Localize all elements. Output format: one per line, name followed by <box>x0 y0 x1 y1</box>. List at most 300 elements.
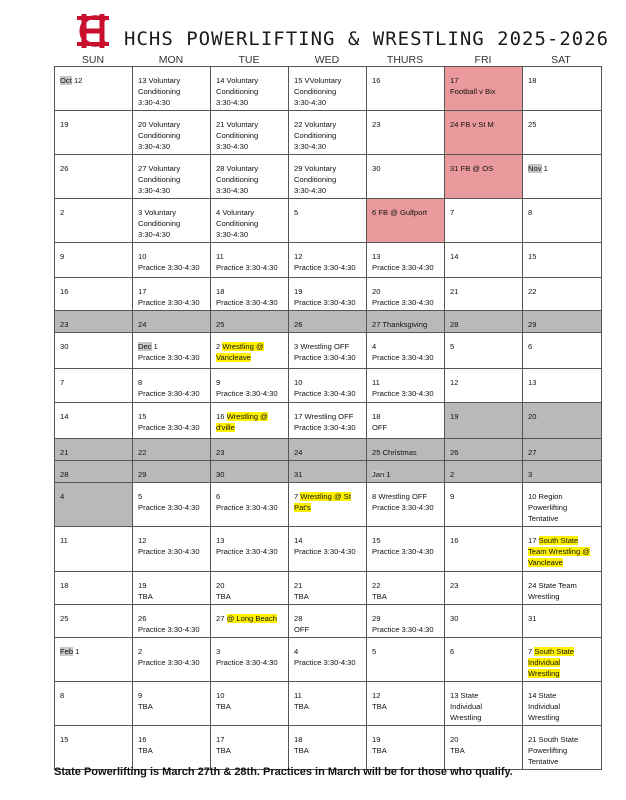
day-cell-line <box>138 86 206 97</box>
cell-text: 21 South State <box>528 735 579 744</box>
cell-text: TBA <box>138 746 153 755</box>
day-cell <box>445 311 523 333</box>
day-cell <box>289 67 367 111</box>
event-highlight: South State <box>538 536 579 545</box>
cell-text: 2 <box>216 342 223 351</box>
cell-text: 26 <box>450 448 459 457</box>
day-cell-line <box>138 591 206 602</box>
cell-text: 21 Voluntary <box>216 120 259 129</box>
cell-text: Practice 3:30-4:30 <box>372 263 434 272</box>
week-row <box>55 439 602 461</box>
day-cell-line <box>216 580 284 591</box>
day-cell-line <box>216 229 284 240</box>
day-cell-line <box>528 646 597 657</box>
cell-text: 25 <box>60 614 69 623</box>
day-cell <box>211 403 289 439</box>
day-cell-line <box>138 286 206 297</box>
day-cell <box>523 403 602 439</box>
day-cell <box>367 638 445 682</box>
week-row <box>55 403 602 439</box>
day-cell-line <box>528 251 597 262</box>
day-cell-line <box>372 297 440 308</box>
cell-text: Practice 3:30-4:30 <box>372 625 434 634</box>
cell-text: 18 <box>372 412 381 421</box>
day-cell-line <box>216 75 284 86</box>
day-cell-line <box>138 218 206 229</box>
weekday-label: WED <box>314 54 340 66</box>
day-cell-line <box>528 535 597 546</box>
day-cell <box>367 403 445 439</box>
day-cell-line <box>138 251 206 262</box>
cell-text: 25 Christmas <box>372 448 417 457</box>
day-cell-line <box>528 469 597 480</box>
day-cell-line <box>138 411 206 422</box>
day-cell-line <box>216 388 284 399</box>
day-cell <box>55 726 133 770</box>
day-cell <box>523 726 602 770</box>
event-highlight: Team Wrestling @ <box>528 547 591 556</box>
event-highlight: Wrestling @ <box>222 342 264 351</box>
cell-text: Wrestling <box>450 713 482 722</box>
day-cell <box>211 439 289 461</box>
cell-text: 17 <box>528 536 539 545</box>
day-cell-line <box>138 646 206 657</box>
day-cell-line <box>216 119 284 130</box>
cell-text: 12 <box>294 252 303 261</box>
week-row <box>55 461 602 483</box>
day-cell-line <box>138 734 206 745</box>
day-cell <box>133 278 211 311</box>
cell-text: 27 <box>216 614 227 623</box>
cell-text: 27 <box>528 448 537 457</box>
day-cell-line <box>294 745 362 756</box>
cell-text: Practice 3:30-4:30 <box>294 423 356 432</box>
day-cell-line <box>294 613 362 624</box>
day-cell-line <box>138 447 206 458</box>
cell-text: 27 Thanksgiving <box>372 320 428 329</box>
day-cell <box>211 243 289 278</box>
cell-text: Practice 3:30-4:30 <box>294 353 356 362</box>
cell-text: Practice 3:30-4:30 <box>138 423 200 432</box>
day-cell-line <box>294 163 362 174</box>
day-cell-line <box>294 130 362 141</box>
cell-text: 13 State <box>450 691 479 700</box>
cell-text: 5 <box>294 208 299 217</box>
cell-text: 6 <box>216 492 221 501</box>
day-cell-line <box>138 580 206 591</box>
day-cell-line <box>450 207 518 218</box>
day-cell <box>289 572 367 605</box>
cell-text: 3 <box>216 647 221 656</box>
cell-text: 7 <box>294 492 301 501</box>
day-cell <box>523 311 602 333</box>
day-cell-line <box>372 251 440 262</box>
cell-text: Practice 3:30-4:30 <box>216 389 278 398</box>
cell-text: 12 <box>372 691 381 700</box>
day-cell-line <box>372 546 440 557</box>
day-cell <box>55 199 133 243</box>
event-highlight: Wrestling <box>528 669 560 678</box>
cell-text: Powerlifting <box>528 503 568 512</box>
day-cell-line <box>216 469 284 480</box>
cell-text: 3:30-4:30 <box>138 186 171 195</box>
cell-text: Conditioning <box>294 175 337 184</box>
week-row <box>55 483 602 527</box>
cell-text: 21 <box>294 581 303 590</box>
week-row <box>55 199 602 243</box>
day-cell <box>523 483 602 527</box>
day-cell <box>367 199 445 243</box>
cell-text: 3:30-4:30 <box>294 186 327 195</box>
event-highlight: @ Long Beach <box>226 614 277 623</box>
cell-text: 1 <box>384 470 391 479</box>
week-row <box>55 333 602 369</box>
week-row <box>55 682 602 726</box>
day-cell-line <box>216 745 284 756</box>
day-cell <box>367 111 445 155</box>
day-cell <box>133 726 211 770</box>
day-cell <box>55 638 133 682</box>
day-cell <box>55 572 133 605</box>
cell-text: 16 <box>60 287 69 296</box>
day-cell-line <box>528 163 597 174</box>
day-cell-line <box>60 491 128 502</box>
day-cell <box>133 311 211 333</box>
week-row <box>55 278 602 311</box>
day-cell <box>523 333 602 369</box>
cell-text: 14 <box>450 252 459 261</box>
cell-text: OFF <box>372 423 388 432</box>
day-cell-line <box>294 701 362 712</box>
day-cell <box>367 483 445 527</box>
cell-text: 26 <box>294 320 303 329</box>
day-cell <box>211 278 289 311</box>
day-cell <box>133 439 211 461</box>
cell-text: Practice 3:30-4:30 <box>216 263 278 272</box>
day-cell-line <box>528 613 597 624</box>
cell-text: TBA <box>138 592 153 601</box>
cell-text: 11 <box>60 536 68 545</box>
day-cell-line <box>138 377 206 388</box>
cell-text: 30 <box>372 164 381 173</box>
day-cell-line <box>528 341 597 352</box>
day-cell-line <box>294 624 362 635</box>
day-cell-line <box>372 646 440 657</box>
cell-text: Practice 3:30-4:30 <box>294 658 356 667</box>
day-cell-line <box>450 411 518 422</box>
cell-text: 9 <box>216 378 221 387</box>
cell-text: Football v Bix <box>450 87 496 96</box>
month-label: Feb <box>60 647 74 656</box>
day-cell-line <box>528 207 597 218</box>
day-cell-line <box>60 163 128 174</box>
day-cell <box>523 243 602 278</box>
cell-text: 11 <box>216 252 224 261</box>
day-cell <box>55 605 133 638</box>
cell-text: Practice 3:30-4:30 <box>372 389 434 398</box>
day-cell-line <box>294 86 362 97</box>
day-cell-line <box>294 546 362 557</box>
day-cell-line <box>138 341 206 352</box>
day-cell-line <box>372 591 440 602</box>
day-cell <box>445 67 523 111</box>
cell-text: 10 <box>138 252 147 261</box>
day-cell-line <box>450 119 518 130</box>
day-cell <box>289 605 367 638</box>
cell-text: 5 <box>138 492 143 501</box>
cell-text: 19 <box>294 287 303 296</box>
day-cell <box>445 527 523 572</box>
day-cell-line <box>138 352 206 363</box>
day-cell-line <box>60 535 128 546</box>
cell-text: Powerlifting <box>528 746 568 755</box>
day-cell <box>211 638 289 682</box>
cell-text: 6 <box>528 342 533 351</box>
cell-text: 19 <box>450 412 459 421</box>
cell-text: Practice 3:30-4:30 <box>294 547 356 556</box>
day-cell-line <box>216 286 284 297</box>
day-cell-line <box>216 690 284 701</box>
day-cell <box>133 527 211 572</box>
cell-text: Practice 3:30-4:30 <box>216 298 278 307</box>
day-cell <box>523 527 602 572</box>
cell-text: 9 <box>450 492 455 501</box>
day-cell-line <box>138 745 206 756</box>
day-cell <box>211 605 289 638</box>
cell-text: Practice 3:30-4:30 <box>138 547 200 556</box>
cell-text: 3:30-4:30 <box>216 142 249 151</box>
event-highlight: Pat's <box>294 503 311 512</box>
day-cell-line <box>216 163 284 174</box>
day-cell-line <box>528 286 597 297</box>
cell-text: 3:30-4:30 <box>138 98 171 107</box>
day-cell-line <box>60 207 128 218</box>
day-cell <box>367 243 445 278</box>
week-row <box>55 638 602 682</box>
cell-text: 17 <box>216 735 225 744</box>
cell-text: Conditioning <box>216 87 259 96</box>
day-cell <box>133 605 211 638</box>
cell-text: 12 <box>71 76 83 85</box>
day-cell-line <box>138 422 206 433</box>
day-cell <box>523 682 602 726</box>
cell-text: 3:30-4:30 <box>138 230 171 239</box>
cell-text: 9 <box>60 252 65 261</box>
day-cell-line <box>450 745 518 756</box>
day-cell <box>445 461 523 483</box>
cell-text: 20 Voluntary <box>138 120 181 129</box>
cell-text: 25 <box>216 320 225 329</box>
day-cell <box>445 572 523 605</box>
cell-text: 16 <box>138 735 147 744</box>
cell-text: Practice 3:30-4:30 <box>216 547 278 556</box>
day-cell-line <box>450 535 518 546</box>
cell-text: 17 <box>138 287 147 296</box>
cell-text: 8 <box>528 208 533 217</box>
day-cell-line <box>294 341 362 352</box>
day-cell-line <box>138 97 206 108</box>
cell-text: Practice 3:30-4:30 <box>138 503 200 512</box>
day-cell-line <box>138 701 206 712</box>
cell-text: 9 <box>138 691 143 700</box>
day-cell-line <box>216 218 284 229</box>
cell-text: 13 <box>216 536 225 545</box>
day-cell <box>445 369 523 403</box>
cell-text: 5 <box>450 342 455 351</box>
day-cell-line <box>372 319 440 330</box>
day-cell-line <box>372 119 440 130</box>
day-cell-line <box>450 712 518 723</box>
day-cell <box>55 439 133 461</box>
day-cell-line <box>372 286 440 297</box>
day-cell <box>211 572 289 605</box>
month-label: Dec <box>138 342 152 351</box>
cell-text: Conditioning <box>138 219 181 228</box>
event-highlight: Individual <box>528 658 561 667</box>
day-cell <box>211 682 289 726</box>
cell-text: 29 Voluntary <box>294 164 337 173</box>
day-cell <box>133 243 211 278</box>
day-cell <box>523 572 602 605</box>
cell-text: 3 <box>528 470 533 479</box>
week-row <box>55 111 602 155</box>
cell-text: 18 <box>216 287 225 296</box>
day-cell-line <box>138 262 206 273</box>
day-cell <box>367 67 445 111</box>
cell-text: 24 <box>294 448 303 457</box>
day-cell-line <box>294 646 362 657</box>
day-cell <box>445 155 523 199</box>
day-cell <box>367 369 445 403</box>
cell-text: 14 State <box>528 691 557 700</box>
cell-text: 26 <box>138 614 147 623</box>
cell-text: Practice 3:30-4:30 <box>294 389 356 398</box>
day-cell-line <box>294 141 362 152</box>
cell-text: Conditioning <box>216 219 259 228</box>
day-cell-line <box>60 690 128 701</box>
day-cell <box>445 199 523 243</box>
day-cell-line <box>450 251 518 262</box>
day-cell-line <box>216 613 284 624</box>
weekday-label: FRI <box>474 54 492 66</box>
day-cell-line <box>372 734 440 745</box>
day-cell <box>133 682 211 726</box>
day-cell <box>523 155 602 199</box>
day-cell-line <box>60 119 128 130</box>
day-cell-line <box>528 119 597 130</box>
day-cell-line <box>528 502 597 513</box>
cell-text: 15 <box>372 536 381 545</box>
day-cell-line <box>216 341 284 352</box>
cell-text: 29 <box>372 614 381 623</box>
day-cell-line <box>294 491 362 502</box>
cell-text: 30 <box>216 470 225 479</box>
cell-text: 15 <box>528 252 537 261</box>
cell-text: TBA <box>216 702 231 711</box>
cell-text: TBA <box>372 592 387 601</box>
cell-text: 4 <box>60 492 65 501</box>
day-cell-line <box>138 657 206 668</box>
day-cell-line <box>372 580 440 591</box>
event-highlight: South State <box>534 647 575 656</box>
day-cell <box>367 155 445 199</box>
cell-text: TBA <box>372 746 387 755</box>
day-cell-line <box>60 411 128 422</box>
day-cell-line <box>294 657 362 668</box>
day-cell-line <box>372 690 440 701</box>
day-cell-line <box>528 513 597 524</box>
cell-text: 15 <box>60 735 69 744</box>
day-cell <box>55 67 133 111</box>
cell-text: Individual <box>528 702 561 711</box>
day-cell <box>367 278 445 311</box>
cell-text: 4 Voluntary <box>216 208 254 217</box>
day-cell-line <box>294 97 362 108</box>
cell-text: 3:30-4:30 <box>216 186 249 195</box>
day-cell-line <box>294 286 362 297</box>
cell-text: 7 <box>60 378 65 387</box>
day-cell <box>289 638 367 682</box>
cell-text: 3:30-4:30 <box>294 142 327 151</box>
day-cell <box>55 155 133 199</box>
day-cell-line <box>450 491 518 502</box>
day-cell-line <box>138 297 206 308</box>
cell-text: 18 <box>528 76 537 85</box>
day-cell-line <box>528 411 597 422</box>
cell-text: Practice 3:30-4:30 <box>294 263 356 272</box>
cell-text: 14 <box>60 412 69 421</box>
day-cell <box>289 527 367 572</box>
cell-text: 4 <box>372 342 377 351</box>
day-cell-line <box>138 119 206 130</box>
day-cell <box>523 638 602 682</box>
cell-text: 1 <box>541 164 548 173</box>
day-cell-line <box>216 86 284 97</box>
cell-text: Practice 3:30-4:30 <box>372 503 434 512</box>
day-cell-line <box>450 447 518 458</box>
cell-text: 11 <box>372 378 380 387</box>
day-cell-line <box>216 174 284 185</box>
day-cell <box>55 461 133 483</box>
day-cell-line <box>138 546 206 557</box>
cell-text: 21 <box>60 448 69 457</box>
day-cell-line <box>216 352 284 363</box>
cell-text: 31 FB @ OS <box>450 164 494 173</box>
day-cell-line <box>294 447 362 458</box>
cell-text: 10 Region <box>528 492 563 501</box>
cell-text: 22 <box>138 448 147 457</box>
day-cell <box>445 682 523 726</box>
day-cell-line <box>372 701 440 712</box>
day-cell-line <box>138 130 206 141</box>
cell-text: 30 <box>60 342 69 351</box>
cell-text: 3:30-4:30 <box>216 230 249 239</box>
day-cell-line <box>450 341 518 352</box>
day-cell <box>367 333 445 369</box>
cell-text: 19 <box>60 120 69 129</box>
day-cell <box>289 278 367 311</box>
cell-text: Wrestling <box>528 592 560 601</box>
day-cell <box>445 333 523 369</box>
cell-text: 20 <box>372 287 381 296</box>
day-cell-line <box>138 319 206 330</box>
day-cell-line <box>60 251 128 262</box>
day-cell-line <box>60 377 128 388</box>
day-cell-line <box>216 491 284 502</box>
day-cell <box>289 439 367 461</box>
day-cell-line <box>138 535 206 546</box>
day-cell-line <box>216 646 284 657</box>
